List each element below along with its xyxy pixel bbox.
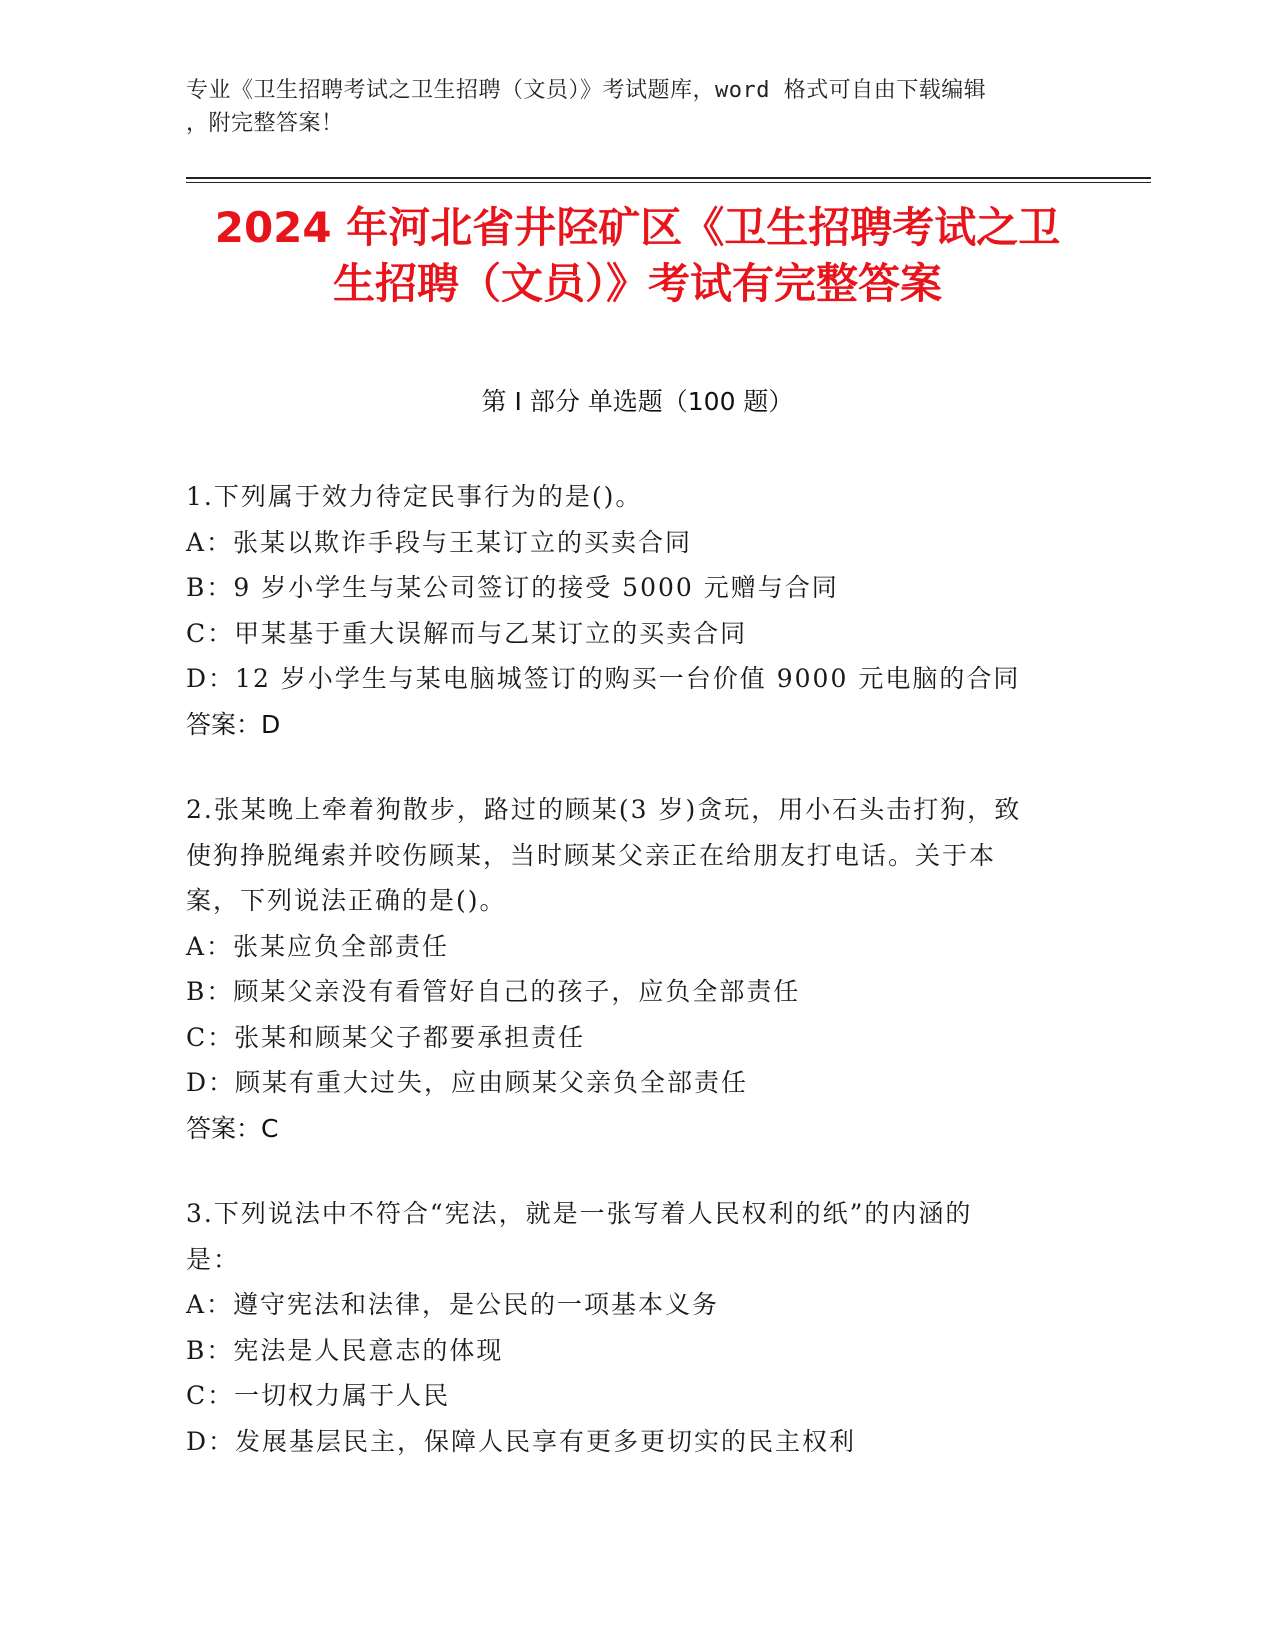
option-d: D：发展基层民主，保障人民享有更多更切实的民主权利 xyxy=(186,1426,857,1456)
question-stem-line-3: 案，下列说法正确的是()。 xyxy=(186,886,507,915)
option-c: C：张某和顾某父子都要承担责任 xyxy=(186,1022,586,1052)
section-title: 第 I 部分 单选题（100 题） xyxy=(481,387,794,416)
question-stem-line-2: 使狗挣脱绳索并咬伤顾某，当时顾某父亲正在给朋友打电话。关于本 xyxy=(186,840,997,870)
question-1 xyxy=(186,474,1086,747)
document-title xyxy=(150,200,1125,312)
option-c: C：甲某基于重大误解而与乙某订立的买卖合同 xyxy=(186,618,748,648)
header-divider-thick xyxy=(186,177,1151,179)
question-stem-line-1: 3.下列说法中不符合“宪法，就是一张写着人民权利的纸”的内涵的 xyxy=(186,1199,973,1228)
option-d: D：12 岁小学生与某电脑城签订的购买一台价值 9000 元电脑的合同 xyxy=(186,664,1021,693)
document-title-line-2: 生招聘（文员）》考试有完整答案 xyxy=(332,259,942,308)
option-c: C：一切权力属于人民 xyxy=(186,1381,451,1410)
question-2 xyxy=(186,787,1086,1151)
option-a: A：遵守宪法和法律，是公民的一项基本义务 xyxy=(186,1290,720,1319)
question-stem-line-2: 是： xyxy=(186,1244,241,1274)
document-title-line-1: 2024 年河北省井陉矿区《卫生招聘考试之卫 xyxy=(214,203,1061,252)
header-divider-thin xyxy=(186,182,1151,183)
header-note xyxy=(186,74,1066,140)
option-b: B：宪法是人民意志的体现 xyxy=(186,1335,504,1365)
answer: 答案：C xyxy=(186,1113,279,1143)
header-note-line-1: 专业《卫生招聘考试之卫生招聘（文员）》考试题库，word 格式可自由下载编辑 xyxy=(186,78,987,103)
option-a: A：张某应负全部责任 xyxy=(186,931,450,961)
option-b: B：顾某父亲没有看管好自己的孩子，应负全部责任 xyxy=(186,977,801,1006)
question-stem: 1.下列属于效力待定民事行为的是()。 xyxy=(186,482,643,511)
option-b: B：9 岁小学生与某公司签订的接受 5000 元赠与合同 xyxy=(186,573,839,602)
option-d: D：顾某有重大过失，应由顾某父亲负全部责任 xyxy=(186,1068,749,1097)
option-a: A：张某以欺诈手段与王某订立的买卖合同 xyxy=(186,527,693,557)
question-stem-line-1: 2.张某晚上牵着狗散步，路过的顾某(3 岁)贪玩，用小石头击打狗，致 xyxy=(186,795,1022,824)
question-3 xyxy=(186,1191,1086,1464)
question-list xyxy=(186,474,1086,1504)
answer: 答案：D xyxy=(186,709,281,739)
header-note-line-2: ，附完整答案！ xyxy=(186,111,344,136)
